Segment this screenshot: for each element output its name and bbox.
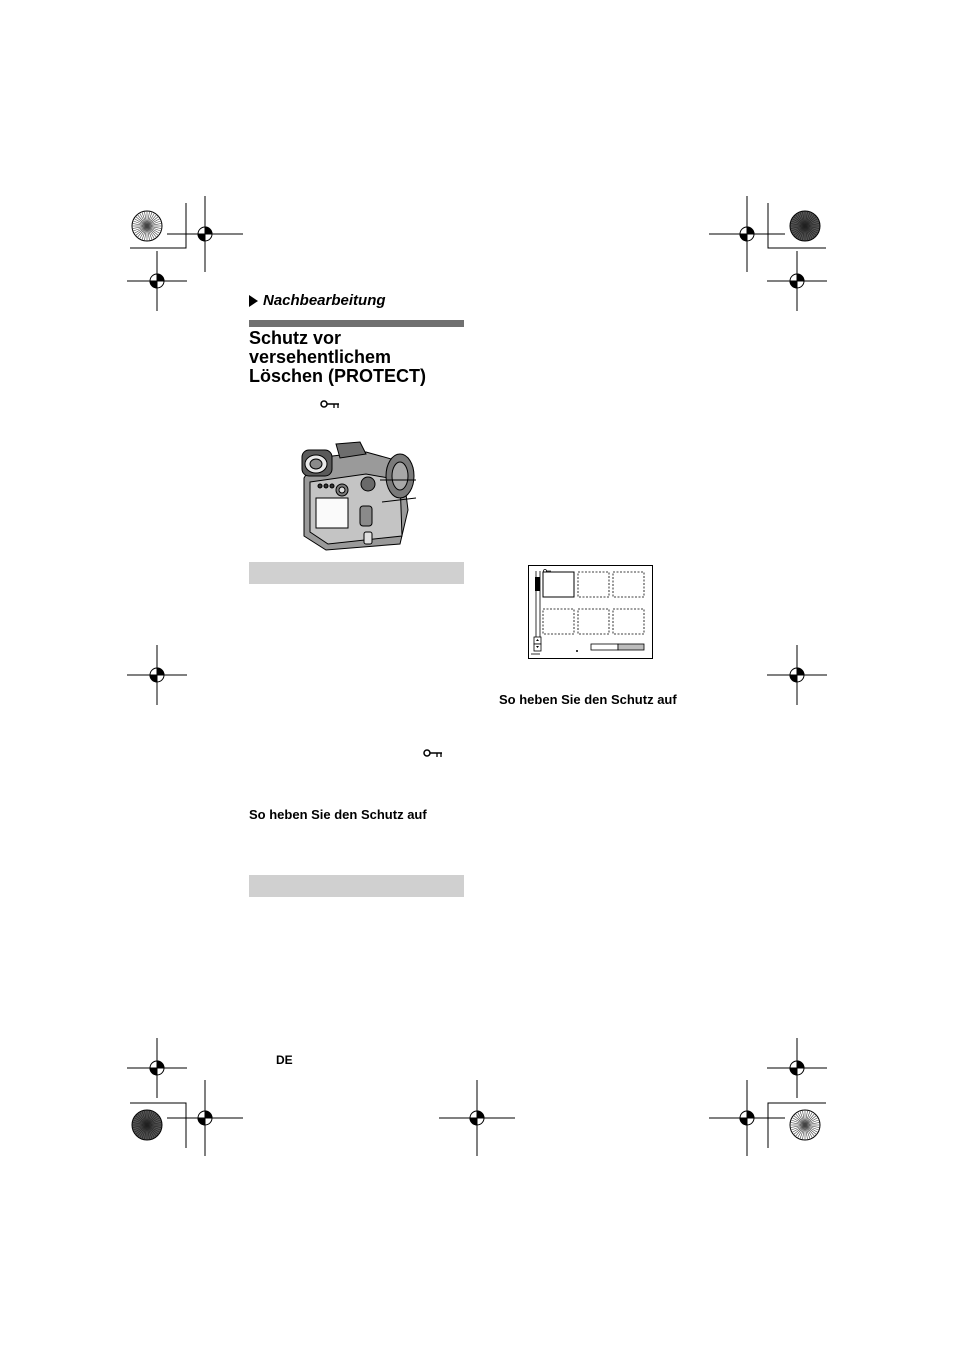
key-icon [423,748,443,758]
starburst-icon [790,211,820,241]
page-title-line-1: Schutz vor [249,328,342,348]
section-arrow-icon [249,295,258,307]
crosshair-target-icon [709,196,785,272]
page-title-line-2: versehentlichem [249,347,392,367]
section-label-text: Nachbearbeitung [263,292,386,309]
starburst-icon [790,1110,820,1140]
crosshair-target-icon [167,196,243,272]
crosshair-target-icon [127,1038,187,1098]
crosshair-target-icon [767,645,827,705]
section-label [249,292,386,309]
crosshair-target-icon [439,1080,515,1156]
crosshair-target-icon [127,645,187,705]
page-language-label: DE [276,1053,293,1067]
page-title [249,329,479,386]
camera-illustration [296,440,420,552]
title-rule [249,320,464,327]
crosshair-target-icon [167,1080,243,1156]
crosshair-target-icon [767,251,827,311]
index-screen-illustration [528,565,653,659]
key-icon [320,399,340,409]
starburst-icon [132,211,162,241]
step-bar-1 [249,562,464,584]
crosshair-target-icon [767,1038,827,1098]
crosshair-target-icon [709,1080,785,1156]
page-title-line-3: Löschen (PROTECT) [249,366,427,386]
subheading-remove-protection-right: So heben Sie den Schutz auf [499,692,677,707]
starburst-icon [132,1110,162,1140]
step-bar-2 [249,875,464,897]
crosshair-target-icon [127,251,187,311]
subheading-remove-protection-left: So heben Sie den Schutz auf [249,807,427,822]
